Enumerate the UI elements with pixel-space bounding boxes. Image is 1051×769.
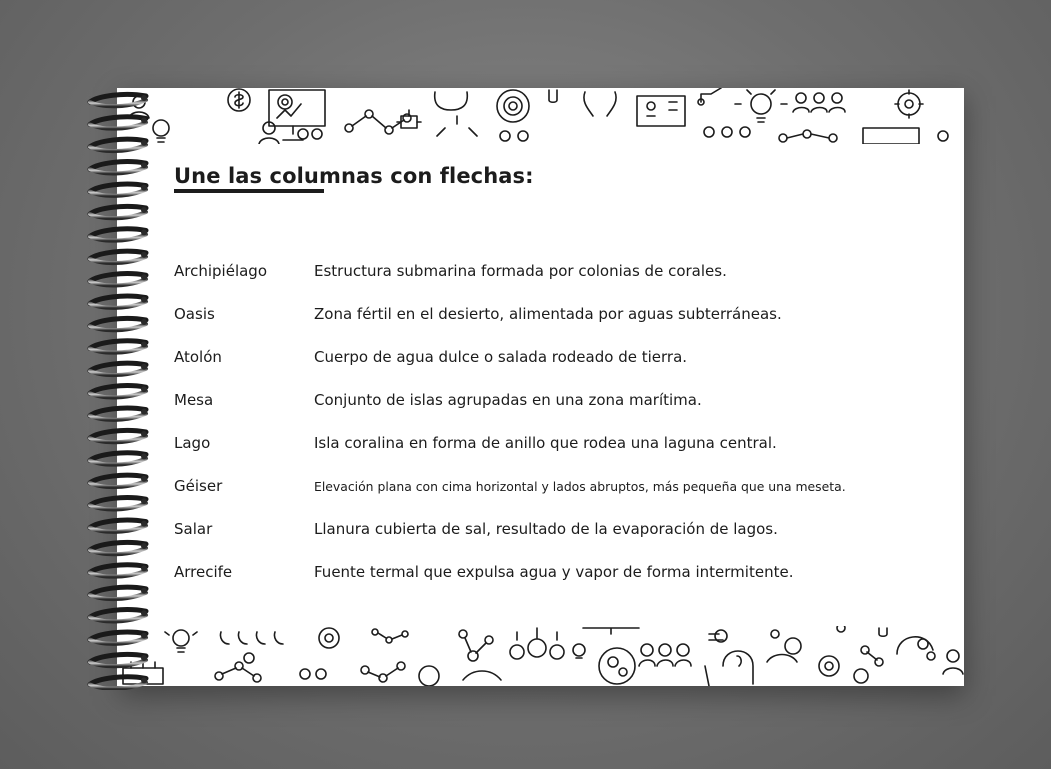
lightbulb-icon	[573, 644, 585, 658]
network-icon	[215, 662, 261, 682]
lightbulb-icon	[735, 90, 787, 122]
spiral-coil	[90, 341, 147, 353]
spiral-coil	[90, 453, 147, 465]
network-icon	[372, 629, 408, 643]
gear-icon	[278, 95, 292, 109]
spiral-coil	[90, 117, 147, 129]
robot-icon	[397, 110, 421, 128]
network-icon	[459, 630, 493, 661]
term: Archipiélago	[174, 262, 267, 280]
spiral-coil	[90, 587, 147, 599]
network-icon	[767, 630, 801, 662]
spiral-coil	[90, 318, 147, 330]
term: Salar	[174, 520, 213, 538]
lightbulb-icon	[709, 630, 727, 642]
network-icon	[698, 88, 721, 105]
term: Atolón	[174, 348, 222, 366]
spiral-coil	[90, 229, 147, 241]
people-icon	[220, 632, 283, 644]
spiral-coil	[90, 206, 147, 218]
spiral-coil	[90, 162, 147, 174]
definition: Estructura submarina formada por colonias de corales.	[314, 262, 727, 280]
target-icon	[497, 90, 529, 122]
definition: Zona fértil en el desierto, alimentada por aguas subterráneas.	[314, 305, 782, 323]
presentation-icon	[269, 90, 325, 140]
people-icon	[793, 93, 845, 112]
spiral-coil	[90, 139, 147, 151]
network-icon	[837, 626, 883, 666]
people-icon	[584, 92, 616, 116]
spiral-coil	[90, 565, 147, 577]
brain-icon	[419, 666, 439, 686]
people-icon	[510, 628, 564, 659]
notebook-page	[117, 88, 964, 686]
person-icon	[244, 653, 254, 663]
people-icon	[435, 92, 468, 110]
people-icon	[639, 644, 691, 666]
sun-icon	[463, 671, 501, 680]
people-icon	[500, 131, 528, 141]
spiral-coil	[90, 184, 147, 196]
definition: Fuente termal que expulsa agua y vapor de forma intermitente.	[314, 563, 794, 581]
lightbulb-icon	[437, 116, 477, 136]
puzzle-icon	[637, 96, 685, 126]
spiral-coil	[90, 498, 147, 510]
term: Lago	[174, 434, 211, 452]
spiral-coil	[90, 430, 147, 442]
term: Arrecife	[174, 563, 233, 581]
network-icon	[779, 130, 837, 142]
spiral-coil	[90, 408, 147, 420]
definition: Isla coralina en forma de anillo que rodea una laguna central.	[314, 434, 777, 452]
lightbulb-icon	[549, 90, 557, 102]
page-title: Une las columnas con flechas:	[174, 164, 534, 188]
spiral-coil	[90, 251, 147, 263]
term: Mesa	[174, 391, 214, 409]
doodle-band-top	[117, 88, 964, 144]
people-icon	[298, 129, 322, 139]
definition: Conjunto de islas agrupadas en una zona marítima.	[314, 391, 702, 409]
gear-icon	[819, 656, 839, 676]
lightbulb-icon	[165, 630, 197, 652]
person-icon	[705, 666, 709, 686]
spiral-coil	[90, 274, 147, 286]
spiral-coil	[90, 520, 147, 532]
spiral-binding	[84, 84, 154, 690]
person-icon	[943, 650, 963, 674]
spiral-coil	[90, 94, 147, 106]
brain-icon	[599, 648, 635, 684]
lightbulb-icon	[153, 120, 169, 142]
gear-icon	[854, 669, 868, 683]
term: Géiser	[174, 477, 223, 495]
gear-icon	[895, 90, 923, 118]
definition: Llanura cubierta de sal, resultado de la evaporación de lagos.	[314, 520, 778, 538]
spiral-coil	[90, 610, 147, 622]
people-icon	[704, 127, 750, 137]
spiral-coil	[90, 386, 147, 398]
spiral-coil	[90, 542, 147, 554]
monitor-icon	[583, 628, 639, 634]
definition: Elevación plana con cima horizontal y lados abruptos, más pequeña que una meseta.	[314, 479, 846, 494]
spiral-coil	[90, 632, 147, 644]
gear-icon	[319, 628, 339, 648]
monitor-icon	[863, 128, 919, 144]
title-underline	[174, 189, 324, 193]
doodle-band-bottom	[117, 626, 964, 686]
brain-icon	[897, 637, 935, 660]
term: Oasis	[174, 305, 215, 323]
people-icon	[300, 669, 326, 679]
dollar-icon	[228, 89, 250, 111]
brain-icon	[723, 651, 753, 684]
lightbulb-icon	[879, 628, 887, 636]
network-icon	[361, 662, 405, 682]
spiral-coil	[90, 654, 147, 666]
spiral-coil	[90, 475, 147, 487]
definition: Cuerpo de agua dulce o salada rodeado de tierra.	[314, 348, 688, 366]
spiral-coil	[90, 677, 147, 689]
people-icon	[938, 131, 948, 141]
spiral-coil	[90, 363, 147, 375]
spiral-coil	[90, 296, 147, 308]
